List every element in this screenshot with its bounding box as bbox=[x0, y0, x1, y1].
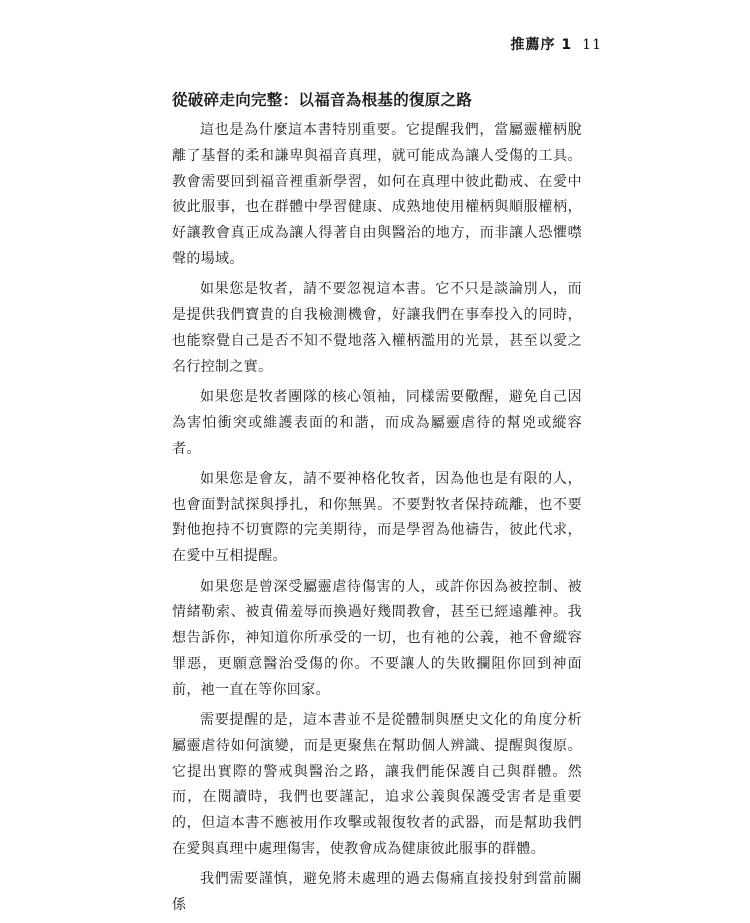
chapter-title: 推薦序 1 bbox=[510, 37, 573, 53]
page-body bbox=[172, 86, 582, 923]
paragraph: 這也是為什麼這本書特別重要。它提醒我們，當屬靈權柄脫離了基督的柔和謙卑與福音真理，就可能成為讓人受傷的工具。教會需要回到福音裡重新學習，如何在真理中彼此勸戒、在愛中彼此服事，也在群體中學習健康、成熟地使用權柄與順服權柄，好讓教會真正成為讓人得著自由與醫治的地方，而非讓人恐懼噤聲的場域。 bbox=[172, 122, 582, 267]
paragraph: 我們需要謹慎，避免將未處理的過去傷痛直接投射到當前關係 bbox=[172, 871, 582, 914]
paragraph: 如果您是會友，請不要神格化牧者，因為他也是有限的人，也會面對試探與掙扎，和你無異。不要對牧者保持疏離，也不要對他抱持不切實際的完美期待，而是學習為他禱告，彼此代求，在愛中互相提醒。 bbox=[172, 470, 582, 565]
paragraph: 需要提醒的是，這本書並不是從體制與歷史文化的角度分析屬靈虐待如何演變，而是更聚焦在幫助個人辨識、提醒與復原。它提出實際的警戒與醫治之路，讓我們能保護自己與群體。然而，在閱讀時，我們也要謹記，追求公義與保護受害者是重要的，但這本書不應被用作攻擊或報復牧者的武器，而是幫助我們在愛與真理中處理傷害，使教會成為健康彼此服事的群體。 bbox=[172, 712, 582, 858]
paragraph: 如果您是牧者，請不要忽視這本書。它不只是談論別人，而是提供我們寶貴的自我檢測機會，好讓我們在事奉投入的同時，也能察覺自己是否不知不覺地落入權柄濫用的光景，甚至以愛之名行控制之實。 bbox=[172, 281, 582, 375]
paragraph: 如果您是曾深受屬靈虐待傷害的人，或許你因為被控制、被情緒勒索、被責備羞辱而換過好幾間教會，甚至已經遠離神。我想告訴你，神知道你所承受的一切，也有祂的公義，祂不會縱容罪惡，更願意醫治受傷的你。不要讓人的失敗攔阻你回到神面前，祂一直在等你回家。 bbox=[172, 578, 582, 698]
page-number: 11 bbox=[582, 37, 602, 53]
paragraph: 如果您是牧者團隊的核心領袖，同樣需要儆醒，避免自己因為害怕衝突或維護表面的和諧，而成為屬靈虐待的幫兇或縱容者。 bbox=[172, 388, 582, 457]
section-heading: 從破碎走向完整：以福音為根基的復原之路 bbox=[172, 91, 473, 109]
running-header bbox=[511, 34, 602, 54]
